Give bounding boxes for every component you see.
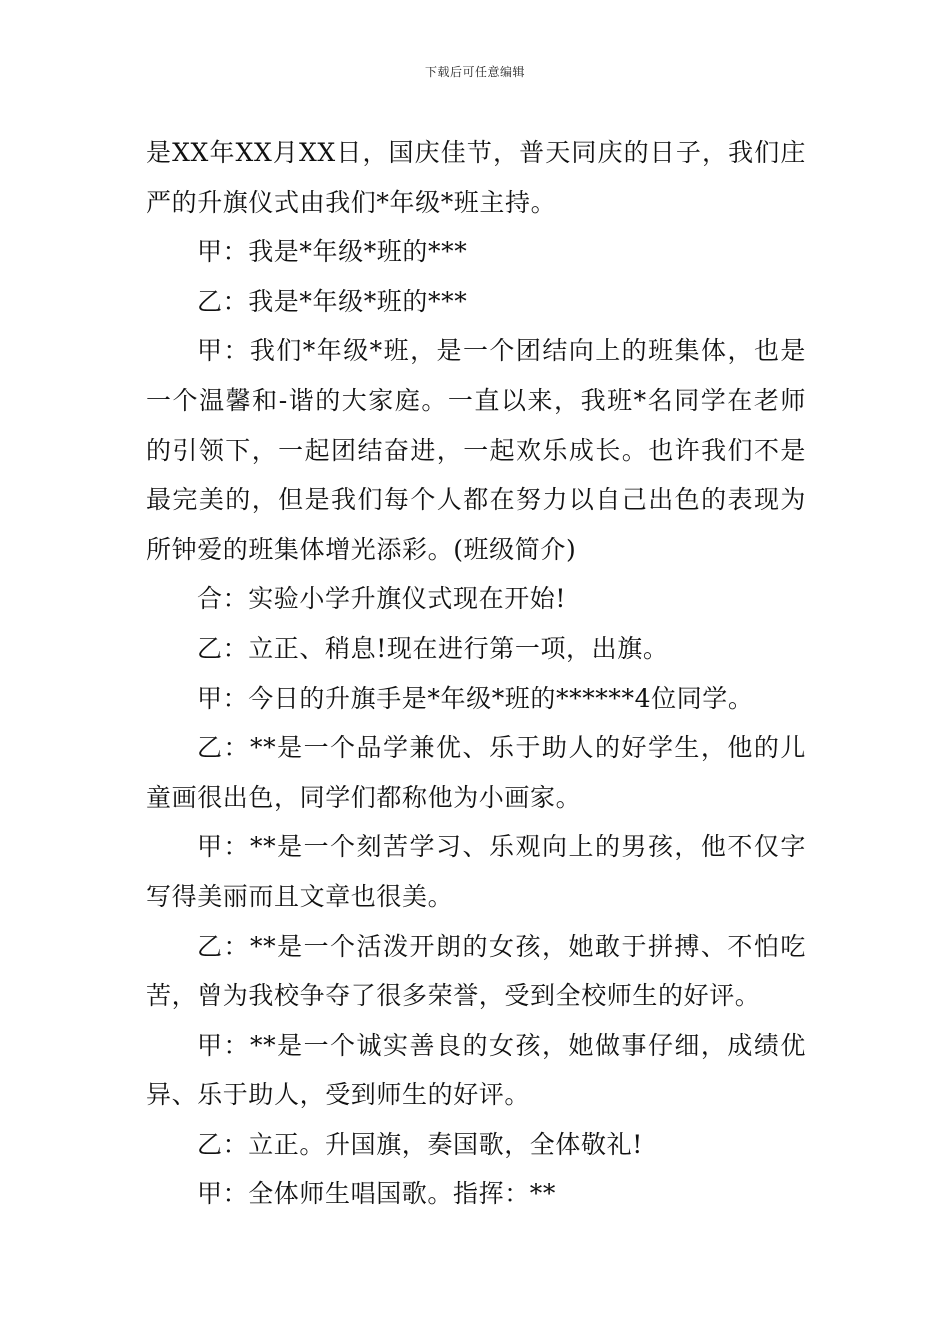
paragraph-class-intro: 甲：我们*年级*班，是一个团结向上的班集体，也是一个温馨和-谐的大家庭。一直以来，我班*名同学在老师的引领下，一起团结奋进，一起欢乐成长。也许我们不是最完美的，但是我们每个人都在努力以自己出色的表现为所钟爱的班集体增光添彩。(班级简介) bbox=[146, 336, 806, 564]
paragraph-yi-intro: 乙：我是*年级*班的*** bbox=[197, 286, 468, 316]
paragraph-intro: 是XX年XX月XX日，国庆佳节，普天同庆的日子，我们庄严的升旗仪式由我们*年级*班主持。 bbox=[146, 138, 806, 217]
page-header: 下载后可任意编辑 bbox=[424, 65, 525, 79]
paragraph-flag-raisers: 甲：今日的升旗手是*年级*班的******4位同学。 bbox=[197, 683, 754, 713]
paragraph-jia-intro: 甲：我是*年级*班的*** bbox=[197, 237, 468, 267]
paragraph-student-3: 乙：**是一个活泼开朗的女孩，她敢于拼搏、不怕吃苦，曾为我校争夺了很多荣誉，受到全校师生的好评。 bbox=[146, 931, 806, 1011]
paragraph-singing: 甲：全体师生唱国歌。指挥：** bbox=[197, 1179, 557, 1209]
document-body bbox=[146, 128, 806, 1219]
paragraph-flag-out: 乙：立正、稍息!现在进行第一项，出旗。 bbox=[197, 633, 669, 663]
paragraph-student-4: 甲：**是一个诚实善良的女孩，她做事仔细，成绩优异、乐于助人，受到师生的好评。 bbox=[146, 1030, 806, 1110]
paragraph-anthem: 乙：立正。升国旗，奏国歌，全体敬礼! bbox=[197, 1129, 643, 1159]
paragraph-ceremony-start: 合：实验小学升旗仪式现在开始! bbox=[197, 584, 567, 614]
paragraph-student-2: 甲：**是一个刻苦学习、乐观向上的男孩，他不仅字写得美丽而且文章也很美。 bbox=[146, 832, 806, 911]
paragraph-student-1: 乙：**是一个品学兼优、乐于助人的好学生，他的儿童画很出色，同学们都称他为小画家。 bbox=[146, 733, 806, 812]
